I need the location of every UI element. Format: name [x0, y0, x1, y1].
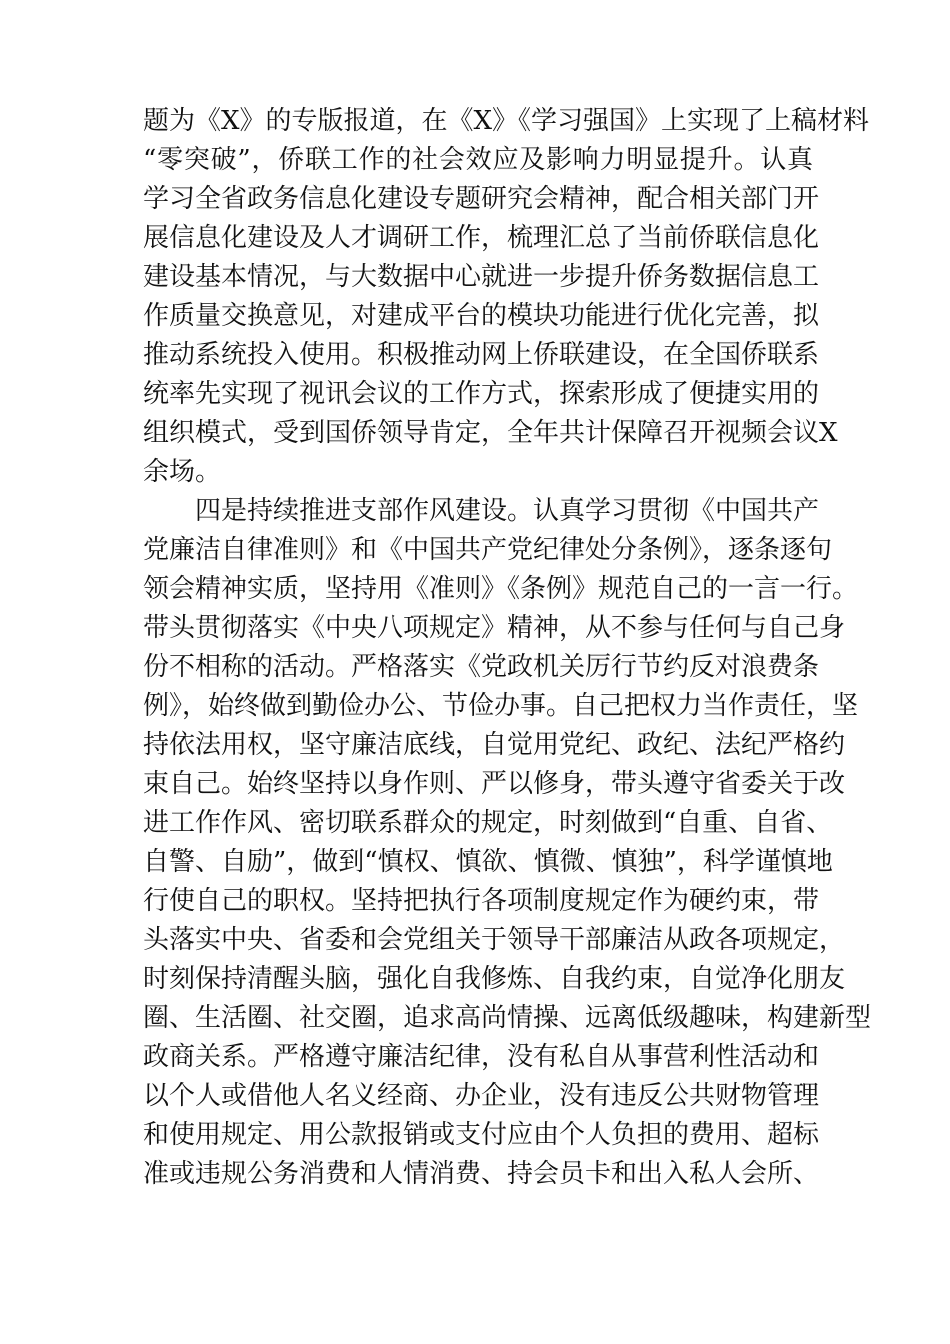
- text-line: 党廉洁自律准则》和《中国共产党纪律处分条例》，逐条逐句: [143, 535, 833, 565]
- text-line: 领会精神实质，坚持用《准则》《条例》规范自己的一言一行。: [143, 574, 859, 604]
- text-line: 和使用规定、用公款报销或支付应由个人负担的费用、超标: [143, 1120, 820, 1150]
- text-line: 统率先实现了视讯会议的工作方式，探索形成了便捷实用的: [143, 379, 820, 409]
- text-line: 建设基本情况，与大数据中心就进一步提升侨务数据信息工: [143, 262, 820, 292]
- text-line: 推动系统投入使用。积极推动网上侨联建设，在全国侨联系: [143, 340, 820, 370]
- text-line: 自警、自励”，做到“慎权、慎欲、慎微、慎独”，科学谨慎地: [143, 847, 833, 877]
- text-line: 带头贯彻落实《中央八项规定》精神，从不参与任何与自己身: [143, 613, 846, 643]
- text-line: 行使自己的职权。坚持把执行各项制度规定作为硬约束，带: [143, 886, 820, 916]
- body-text: [143, 102, 872, 1194]
- text-line: 学习全省政务信息化建设专题研究会精神，配合相关部门开: [143, 184, 820, 214]
- text-line: 以个人或借他人名义经商、办企业，没有违反公共财物管理: [143, 1081, 820, 1111]
- text-line: 时刻保持清醒头脑，强化自我修炼、自我约束，自觉净化朋友: [143, 964, 846, 994]
- paragraph-start-line: 四是持续推进支部作风建设。认真学习贯彻《中国共产: [195, 496, 820, 526]
- text-line: 作质量交换意见，对建成平台的模块功能进行优化完善，拟: [143, 301, 820, 331]
- text-line: 例》，始终做到勤俭办公、节俭办事。自己把权力当作责任，坚: [143, 691, 859, 721]
- text-line: 束自己。始终坚持以身作则、严以修身，带头遵守省委关于改: [143, 769, 846, 799]
- text-line: 持依法用权，坚守廉洁底线，自觉用党纪、政纪、法纪严格约: [143, 730, 846, 760]
- text-line: 题为《X》的专版报道，在《X》《学习强国》上实现了上稿材料: [143, 106, 870, 136]
- paragraph-end-line: 余场。: [143, 457, 222, 487]
- text-line: 展信息化建设及人才调研工作，梳理汇总了当前侨联信息化: [143, 223, 820, 253]
- text-line: 组织模式，受到国侨领导肯定，全年共计保障召开视频会议X: [143, 418, 838, 448]
- text-line: 圈、生活圈、社交圈，追求高尚情操、远离低级趣味，构建新型: [143, 1003, 872, 1033]
- text-line: “零突破”，侨联工作的社会效应及影响力明显提升。认真: [143, 145, 813, 175]
- text-line: 份不相称的活动。严格落实《党政机关厉行节约反对浪费条: [143, 652, 820, 682]
- text-line: 头落实中央、省委和会党组关于领导干部廉洁从政各项规定，: [143, 925, 846, 955]
- text-line: 政商关系。严格遵守廉洁纪律，没有私自从事营利性活动和: [143, 1042, 820, 1072]
- text-line: 准或违规公务消费和人情消费、持会员卡和出入私人会所、: [143, 1159, 820, 1189]
- text-line: 进工作作风、密切联系群众的规定，时刻做到“自重、自省、: [143, 808, 833, 838]
